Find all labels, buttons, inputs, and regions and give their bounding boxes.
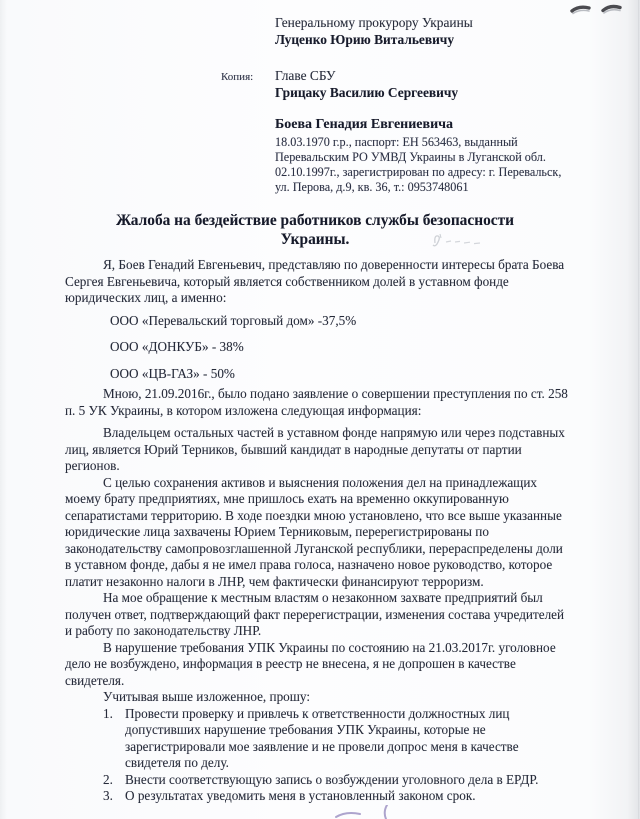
request-number: 2. [103,771,113,787]
share-item: ООО «ДОНКУБ» - 38% [110,339,244,354]
copy-block [221,67,640,101]
body-paragraph: Учитывая выше изложенное, прошу: [103,689,311,704]
applicant-details [275,135,640,195]
document-header [0,0,640,195]
recipient-name: Луценко Юрию Витальевичу [275,32,455,47]
request-text: Провести проверку и привлечь к ответственности должностных лиц допустивших нарушение требования УПК Украины, которые не зарегистрировали мое заявление и не провели допрос меня в качестве свидетеля по делу. [125,705,519,770]
intro-paragraph: Я, Боев Генадий Евгеньевич, представляю по доверенности интересы брата Боева Сергея Евгеньевича, который является собственником долей в уставном фонде юридических лиц, а именно: [65,257,565,305]
signature-fragment-icon [328,805,400,819]
applicant-detail-line: Перевальским РО УМВД Украины в Луганской обл. [275,150,546,164]
ownership-shares-list [65,313,570,383]
request-item [103,772,570,789]
paper-edge-shadow [638,0,639,819]
body-paragraph: В нарушение требования УПК Украины по состоянию на 21.03.2017г. уголовное дело не возбуждено, информация в реестр не внесена, я не допрошен в качестве свидетеля. [65,639,556,688]
request-item [103,788,570,805]
body-paragraph: С целью сохранения активов и выяснения положения дел на принадлежащих моему брату предприятиях, мне пришлось ехать на временно оккупированную сепаратистами территорию. В ходе поездки мною установлено, что все выше указанные юридические лица захвачены Юрием Терниковым, перерегистрированы по законодательству самопровозглашенной Луганской республики, перераспределены доли в уставном фонде, дабы я не имел права голоса, назначено новое руководство, которое платит незаконно налоги в ЛНР, чем фактически финансируют терроризм. [65,474,563,589]
document-title-line: Украины. [280,231,350,248]
document-title [64,211,566,249]
document-title-line: Жалоба на бездействие работников службы безопасности [115,212,515,229]
requests-list [65,706,570,805]
body-paragraph: На мое обращение к местным властям о незаконном захвате предприятий был получен ответ, подтверждающий факт перерегистрации, изменения состава учредителей и работу по законодательству ЛНР. [65,590,565,638]
copy-label: Копия: [221,71,254,83]
body-paragraph: Владельцем остальных частей в уставном фонде напрямую или через подставных лиц, является Юрий Терников, бывший кандидат в народные депутаты от партии регионов. [65,425,565,473]
request-number: 3. [103,788,113,803]
applicant-detail-line: ул. Перова, д.9, кв. 36, т.: 0953748061 [275,180,469,194]
copy-recipient-title: Главе СБУ [275,68,336,83]
copy-recipient [275,67,458,101]
recipient-block [275,14,640,48]
recipient-title: Генеральному прокурору Украины [275,15,473,30]
request-item [103,706,570,772]
request-number: 1. [103,705,113,721]
share-item: ООО «ЦВ-ГАЗ» - 50% [110,365,235,381]
body-paragraph: Мною, 21.09.2016г., было подано заявление о совершении преступления по ст. 258 п. 5 УК Украины, в котором изложена следующая информация: [65,386,568,418]
copy-recipient-name: Грицаку Василию Сергеевичу [275,85,459,100]
applicant-name: Боева Генадия Евгениевича [275,117,454,132]
share-item: ООО «Перевальский торговый дом» -37,5% [110,312,357,328]
applicant-detail-line: 18.03.1970 г.р., паспорт: ЕН 563463, выданный [275,135,518,149]
request-text: О результатах уведомить меня в установленный законом срок. [125,788,476,803]
request-text: Внести соответствующую запись о возбуждении уголовного дела в ЕРДР. [125,771,539,787]
applicant-block [275,116,640,195]
document-body [65,257,570,805]
applicant-detail-line: 02.10.1997г., зарегистрирован по адресу: г. Перевальск, [275,165,562,179]
